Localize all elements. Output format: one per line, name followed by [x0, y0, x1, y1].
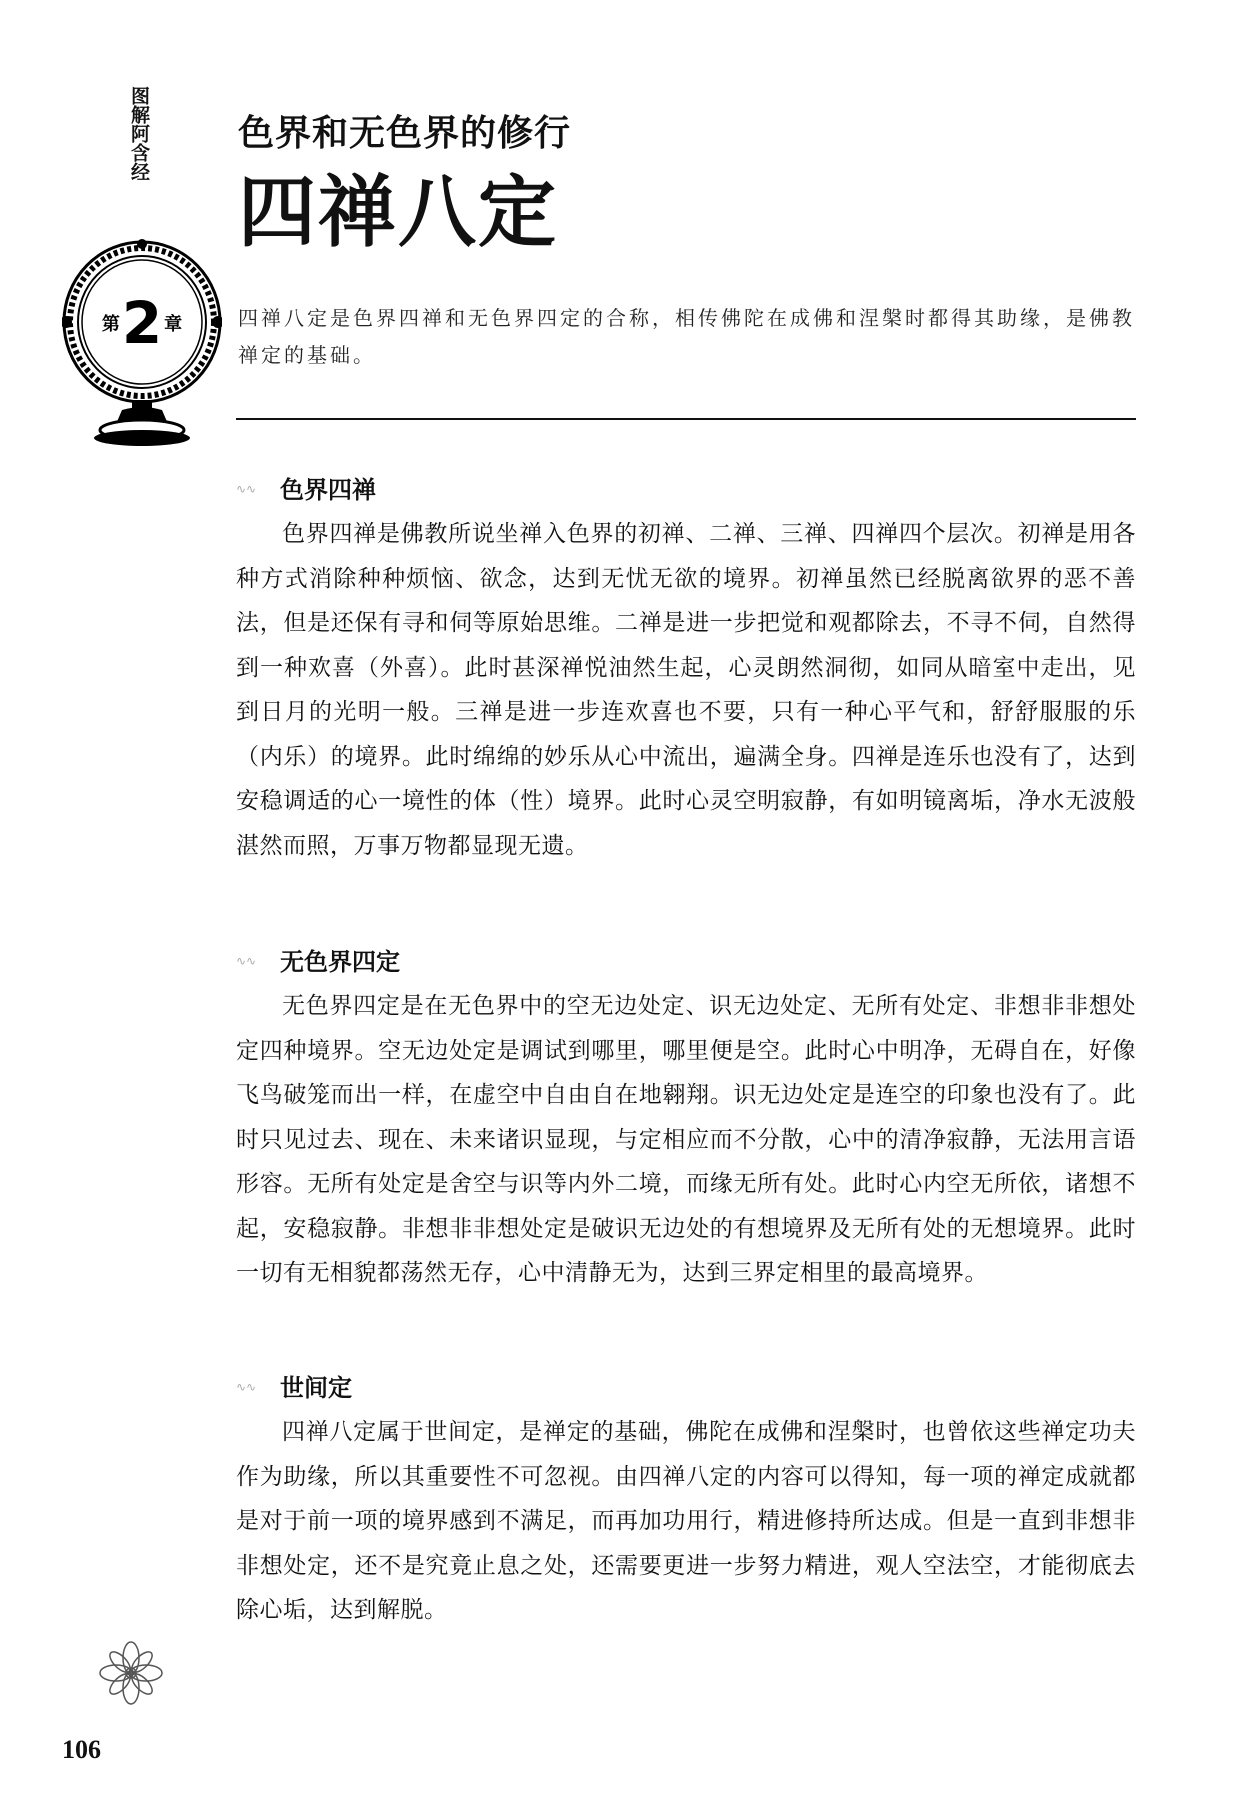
section-heading-wrapper — [236, 470, 1136, 510]
section-worldly-samadhi — [236, 1368, 1136, 1633]
section-heading: 无色界四定 — [280, 948, 400, 976]
section-heading-wrapper — [236, 942, 1136, 982]
chapter-suffix: 章 — [164, 314, 183, 335]
section-heading: 世间定 — [280, 1374, 352, 1402]
series-title: 图解阿含经 — [128, 86, 150, 181]
chapter-prefix: 第 — [101, 314, 120, 335]
lotus-flower-icon — [96, 1638, 166, 1708]
section-heading-wrapper — [236, 1368, 1136, 1408]
section-formless-realm — [236, 942, 1136, 1296]
page-number: 106 — [62, 1735, 101, 1764]
divider — [236, 418, 1136, 420]
section-heading: 色界四禅 — [280, 476, 376, 504]
section-body: 色界四禅是佛教所说坐禅入色界的初禅、二禅、三禅、四禅四个层次。初禅是用各种方式消除种种烦恼、欲念，达到无忧无欲的境界。初禅虽然已经脱离欲界的恶不善法，但是还保有寻和伺等原始思维。二禅是进一步把觉和观都除去，不寻不伺，自然得到一种欢喜（外喜）。此时甚深禅悦油然生起，心灵朗然洞彻，如同从暗室中走出，见到日月的光明一般。三禅是进一步连欢喜也不要，只有一种心平气和，舒舒服服的乐（内乐）的境界。此时绵绵的妙乐从心中流出，遍满全身。四禅是连乐也没有了，达到安稳调适的心一境性的体（性）境界。此时心灵空明寂静，有如明镜离垢，净水无波般湛然而照，万事万物都显现无遗。 — [236, 521, 1136, 859]
ornament-icon: ∿∿ — [236, 954, 257, 968]
section-body: 四禅八定属于世间定，是禅定的基础，佛陀在成佛和涅槃时，也曾依这些禅定功夫作为助缘，所以其重要性不可忽视。由四禅八定的内容可以得知，每一项的禅定成就都是对于前一项的境界感到不满足，而再加功用行，精进修持所达成。但是一直到非想非非想处定，还不是究竟止息之处，还需要更进一步努力精进，观人空法空，才能彻底去除心垢，达到解脱。 — [236, 1419, 1136, 1623]
chapter-medallion — [62, 238, 222, 448]
ornament-icon: ∿∿ — [236, 1380, 257, 1394]
page-title: 四禅八定 — [238, 168, 559, 258]
section-body: 无色界四定是在无色界中的空无边处定、识无边处定、无所有处定、非想非非想处定四种境界。空无边处定是调试到哪里，哪里便是空。此时心中明净，无碍自在，好像飞鸟破笼而出一样，在虚空中自由自在地翱翔。识无边处定是连空的印象也没有了。此时只见过去、现在、未来诸识显现，与定相应而不分散，心中的清净寂静，无法用言语形容。无所有处定是舍空与识等内外二境，而缘无所有处。此时心内空无所依，诸想不起，安稳寂静。非想非非想处定是破识无边处的有想境界及无所有处的无想境界。此时一切有无相貌都荡然无存，心中清静无为，达到三界定相里的最高境界。 — [236, 993, 1136, 1286]
chapter-number: 2 — [121, 289, 163, 357]
section-kicker: 色界和无色界的修行 — [238, 113, 572, 154]
section-form-realm — [236, 470, 1136, 868]
ornament-icon: ∿∿ — [236, 482, 257, 496]
intro-paragraph: 四禅八定是色界四禅和无色界四定的合称，相传佛陀在成佛和涅槃时都得其助缘，是佛教禅定的基础。 — [238, 306, 1135, 367]
chapter-label — [90, 288, 194, 358]
